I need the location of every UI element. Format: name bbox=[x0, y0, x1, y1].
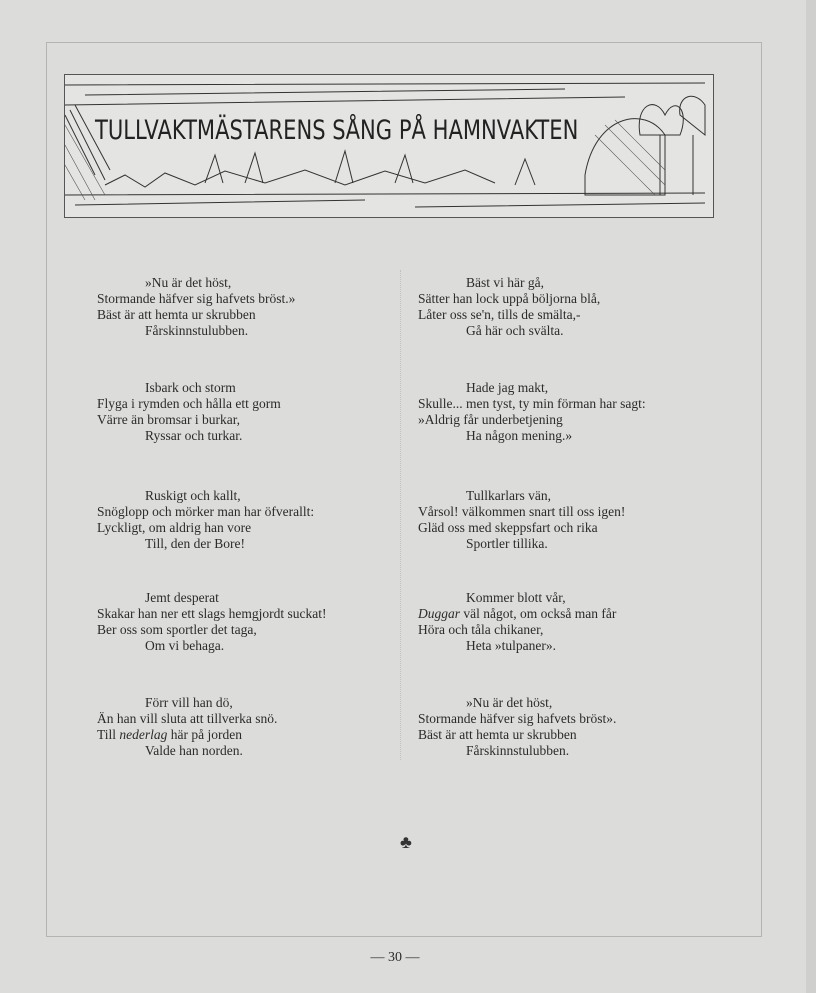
verse-line: Tullkarlars vän, bbox=[466, 488, 551, 503]
verse-line: »Aldrig får underbetjening bbox=[418, 412, 563, 427]
stanza bbox=[97, 380, 281, 444]
verse-line: Skulle... men tyst, ty min förman har sagt: bbox=[418, 396, 646, 411]
verse-line: »Nu är det höst, bbox=[145, 275, 232, 290]
stanza bbox=[418, 488, 625, 552]
verse-line: Till, den der Bore! bbox=[145, 536, 245, 551]
verse-line: Heta »tulpaner». bbox=[466, 638, 556, 653]
verse-line: Isbark och storm bbox=[145, 380, 236, 395]
verse-line: Låter oss se'n, tills de smälta,- bbox=[418, 307, 581, 322]
stanza bbox=[97, 590, 326, 654]
verse-line: Till nederlag här på jorden bbox=[97, 727, 242, 742]
verse-line: Gå här och svälta. bbox=[466, 323, 564, 338]
verse-line: Ha någon mening.» bbox=[466, 428, 573, 443]
verse-line: Snöglopp och mörker man har öfverallt: bbox=[97, 504, 315, 519]
verse-line: Flyga i rymden och hålla ett gorm bbox=[97, 396, 281, 411]
verse-line: Stormande häfver sig hafvets bröst». bbox=[418, 711, 617, 726]
stanza bbox=[418, 590, 616, 654]
verse-line: Jemt desperat bbox=[145, 590, 219, 605]
verse-line: Kommer blott vår, bbox=[466, 590, 566, 605]
stanza bbox=[418, 275, 600, 339]
verse-line: Ber oss som sportler det taga, bbox=[97, 622, 257, 637]
stanza bbox=[97, 275, 295, 339]
verse-line: Valde han norden. bbox=[145, 743, 243, 758]
verse-line: »Nu är det höst, bbox=[466, 695, 553, 710]
verse-line: Höra och tåla chikaner, bbox=[418, 622, 544, 637]
verse-line: Än han vill sluta att tillverka snö. bbox=[97, 711, 278, 726]
verse-line: Duggar väl något, om också man får bbox=[418, 606, 617, 621]
verse-line: Skakar han ner ett slags hemgjordt suckat! bbox=[97, 606, 327, 621]
verse-line: Sätter han lock uppå böljorna blå, bbox=[418, 291, 601, 306]
verse-line: Förr vill han dö, bbox=[145, 695, 233, 710]
verse-line: Gläd oss med skeppsfart och rika bbox=[418, 520, 598, 535]
club-ornament-icon: ♣ bbox=[400, 832, 412, 852]
verse-line: Ryssar och turkar. bbox=[145, 428, 243, 443]
page-title: TULLVAKTMÄSTARENS SÅNG PÅ HAMNVAKTEN bbox=[95, 115, 579, 146]
header-illustration bbox=[64, 74, 714, 218]
verse-line: Bäst vi här gå, bbox=[466, 275, 544, 290]
harbor-illustration-icon bbox=[65, 75, 713, 217]
verse-line: Bäst är att hemta ur skrubben bbox=[418, 727, 577, 742]
stanza bbox=[97, 695, 277, 759]
verse-line: Fårskinnstulubben. bbox=[145, 323, 249, 338]
verse-line: Värre än bromsar i burkar, bbox=[97, 412, 241, 427]
verse-line: Bäst är att hemta ur skrubben bbox=[97, 307, 256, 322]
verse-line: Vårsol! välkommen snart till oss igen! bbox=[418, 504, 626, 519]
page-number: — 30 — bbox=[370, 950, 420, 965]
stanza bbox=[418, 380, 646, 444]
verse-line: Stormande häfver sig hafvets bröst.» bbox=[97, 291, 296, 306]
stanza bbox=[97, 488, 314, 552]
verse-line: Fårskinnstulubben. bbox=[466, 743, 570, 758]
verse-line: Ruskigt och kallt, bbox=[145, 488, 241, 503]
verse-line: Sportler tillika. bbox=[466, 536, 548, 551]
verse-line: Om vi behaga. bbox=[145, 638, 225, 653]
stanza bbox=[418, 695, 616, 759]
verse-line: Lyckligt, om aldrig han vore bbox=[97, 520, 252, 535]
verse-line: Hade jag makt, bbox=[466, 380, 549, 395]
column-divider bbox=[400, 270, 401, 760]
